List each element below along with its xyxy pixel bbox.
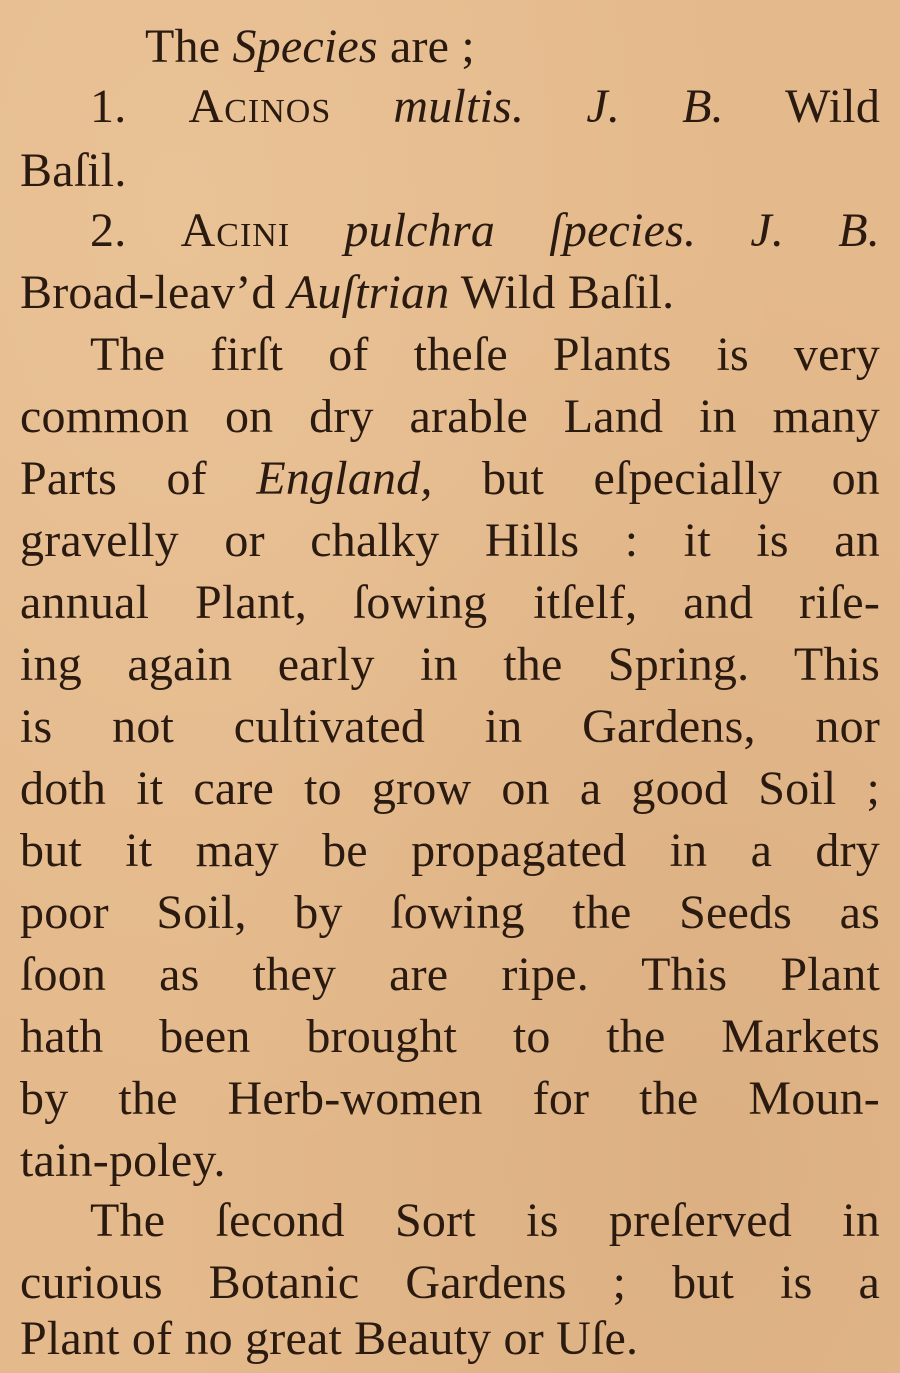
text-span: Parts of (20, 452, 257, 505)
text-span (696, 204, 750, 257)
text-span: annual Plant, ſowing itſelf, and riſe- (20, 576, 880, 629)
text-span: but it may be propagated in a dry (20, 824, 880, 877)
text-line (20, 1130, 880, 1192)
text-line (20, 510, 880, 572)
paragraph-2-line-1 (20, 1190, 880, 1252)
text-span: but eſpecially on (432, 452, 880, 505)
text-span: curious Botanic Gardens ; but is a (20, 1256, 880, 1309)
text-span-italic: Auſtrian (287, 266, 450, 319)
text-span: Plant of no great Beauty or Uſe. (20, 1312, 639, 1365)
text-span: ſoon as they are ripe. This Plant (20, 948, 880, 1001)
entry-number: 2. (90, 204, 181, 257)
text-span: The ſecond Sort is preſerved in (90, 1194, 880, 1247)
text-span: The firſt of theſe Plants is very (90, 328, 880, 381)
text-line (20, 1252, 880, 1314)
text-line (20, 820, 880, 882)
text-line (20, 1068, 880, 1130)
text-line (20, 696, 880, 758)
paragraph-1-line-1 (20, 324, 880, 386)
text-span: doth it care to grow on a good Soil ; (20, 762, 880, 815)
species-heading (20, 16, 880, 78)
text-span: gravelly or chalky Hills : it is an (20, 514, 880, 567)
author-abbrev: J. B. (750, 204, 880, 257)
genus-name: Acini (180, 204, 291, 257)
text-line (20, 1308, 880, 1370)
text-span: poor Soil, by ſowing the Seeds as (20, 886, 880, 939)
text-span (331, 80, 393, 133)
text-span: Baſil. (20, 144, 127, 197)
text-span (290, 204, 344, 257)
species-entry-2 (20, 200, 880, 262)
text-span: by the Herb-women for the Moun- (20, 1072, 880, 1125)
text-line (20, 572, 880, 634)
entry-number: 1. (90, 80, 189, 133)
text-span: Wild (723, 80, 881, 133)
species-entry-1 (20, 76, 880, 138)
text-line (20, 386, 880, 448)
text-span: ing again early in the Spring. This (20, 638, 880, 691)
text-span: common on dry arable Land in many (20, 390, 880, 443)
text-line (20, 448, 880, 510)
text-line (20, 1006, 880, 1068)
text-span: is not cultivated in Gardens, nor (20, 700, 880, 753)
species-epithet: pulchra ſpecies. (344, 204, 697, 257)
text-line (20, 944, 880, 1006)
text-line (20, 262, 880, 324)
text-line (20, 140, 880, 202)
genus-name: Acinos (188, 80, 332, 133)
text-span: The (145, 20, 233, 73)
species-epithet: multis. (393, 80, 525, 133)
author-abbrev: J. B. (586, 80, 724, 133)
text-span: tain-poley. (20, 1134, 226, 1187)
text-span-italic: England, (256, 452, 433, 505)
text-span: Broad-leav’d (20, 266, 288, 319)
text-span: are ; (377, 20, 475, 73)
text-line (20, 758, 880, 820)
text-span (524, 80, 586, 133)
text-span: hath been brought to the Markets (20, 1010, 880, 1063)
text-span-italic: Species (232, 20, 378, 73)
text-span: Wild Baſil. (449, 266, 675, 319)
text-line (20, 882, 880, 944)
text-line (20, 634, 880, 696)
